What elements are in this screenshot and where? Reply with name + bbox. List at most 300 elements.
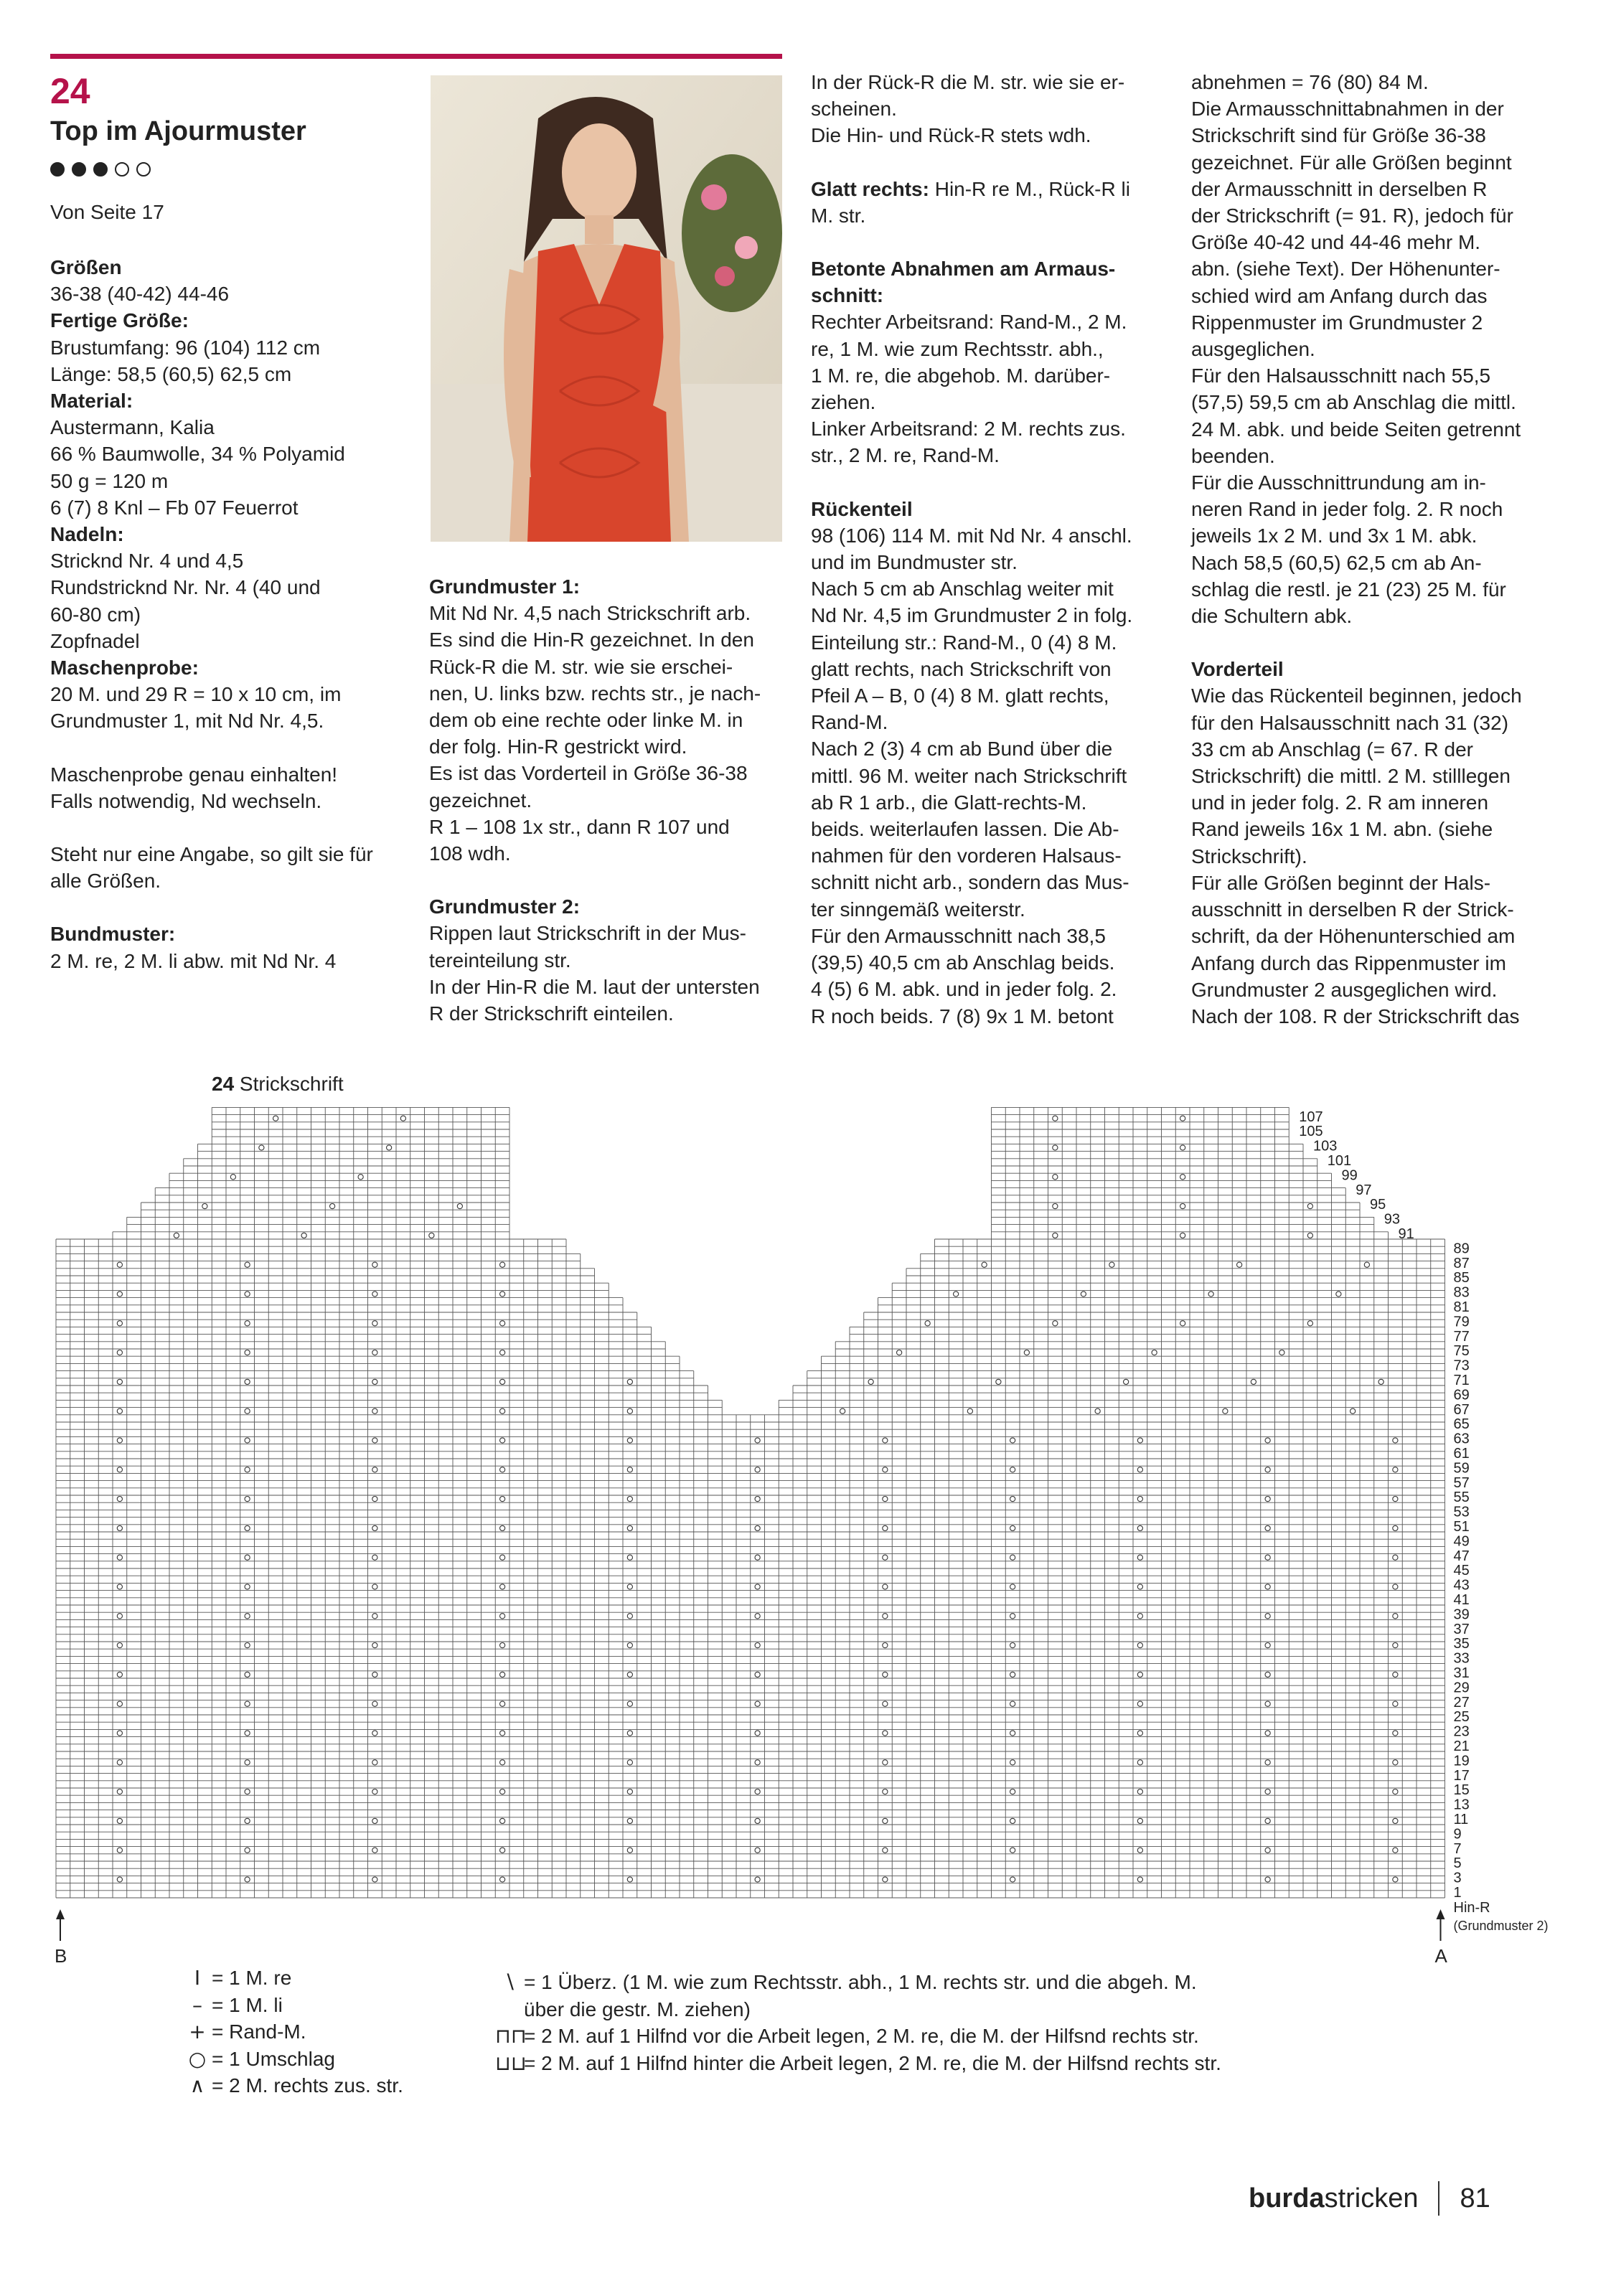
chart-row-label: 35 (1453, 1636, 1470, 1652)
chart-mark-yo (1393, 1701, 1398, 1706)
chart-mark-yo (500, 1672, 505, 1677)
text-line (50, 601, 409, 628)
chart-mark-yo (372, 1789, 377, 1794)
chart-mark-yo (755, 1438, 760, 1443)
chart-mark-yo (1180, 1321, 1185, 1326)
text-line (50, 867, 409, 894)
chart-mark-yo (627, 1672, 632, 1677)
chart-mark-yo (500, 1643, 505, 1648)
chart-mark-yo (967, 1408, 972, 1413)
text-line (811, 336, 1170, 362)
chart-mark-yo (627, 1701, 632, 1706)
chart-row-label: 101 (1327, 1152, 1352, 1169)
chart-row-label: 27 (1453, 1694, 1470, 1711)
chart-mark-yo (1393, 1789, 1398, 1794)
chart-row-label: 83 (1453, 1284, 1470, 1301)
text-run: Nach 2 (3) 4 cm ab Bund über die (811, 738, 1113, 761)
text-line (1191, 656, 1579, 682)
chart-mark-yo (245, 1525, 250, 1530)
text-line (1191, 1003, 1579, 1030)
text-run: Es sind die Hin-R gezeichnet. In den (429, 629, 754, 651)
text-line (1191, 149, 1579, 176)
text-line (1191, 416, 1579, 443)
chart-mark-yo (755, 1555, 760, 1560)
chart-mark-yo (868, 1379, 873, 1384)
text-run: (57,5) 59,5 cm ab Anschlag die mittl. (1191, 391, 1516, 414)
legend-symbol: + (189, 2020, 206, 2043)
chart-mark-yo (755, 1760, 760, 1765)
text-line (50, 574, 409, 601)
text-line (1191, 336, 1579, 362)
text-line (811, 816, 1170, 842)
chart-mark-yo (301, 1233, 306, 1238)
legend-symbol: – (192, 1992, 202, 2017)
chart-mark-yo (883, 1877, 888, 1882)
text-line (1191, 603, 1579, 629)
chart-row-label: 77 (1453, 1328, 1470, 1345)
chart-mark-yo (117, 1818, 122, 1823)
chart-mark-yo (117, 1643, 122, 1648)
chart-mark-yo (1393, 1760, 1398, 1765)
text-line (429, 787, 788, 814)
chart-grid (56, 1107, 1445, 1898)
chart-mark-yo (117, 1760, 122, 1765)
chart-mark-yo (755, 1701, 760, 1706)
chart-row-label: 93 (1384, 1211, 1400, 1228)
text-line (1191, 896, 1579, 923)
text-run: 4 (5) 6 M. abk. und in jeder folg. 2. (811, 978, 1117, 1001)
text-run: Rippen laut Strickschrift in der Mus- (429, 922, 746, 945)
chart-row-label: 33 (1453, 1650, 1470, 1667)
chart-mark-yo (755, 1614, 760, 1619)
text-line (50, 254, 409, 281)
chart-row-label: 1 (1453, 1884, 1462, 1901)
text-run: Strickschrift). (1191, 844, 1307, 867)
chart-mark-yo (1393, 1818, 1398, 1823)
chart-mark-yo (627, 1614, 632, 1619)
text-run: 66 % Baumwolle, 34 % Polyamid (50, 443, 345, 466)
chart-mark-yo (245, 1848, 250, 1853)
text-line (50, 334, 409, 361)
chart-row-label: 29 (1453, 1680, 1470, 1696)
text-run: Rechter Arbeitsrand: Rand-M., 2 M. (811, 311, 1127, 334)
legend-text: = 1 M. re (212, 1967, 292, 1989)
text-line (811, 176, 1170, 202)
text-run: ausgeglichen. (1191, 338, 1315, 361)
text-heading: Grundmuster 1: (429, 575, 581, 598)
chart-row-label: 87 (1453, 1255, 1470, 1271)
text-line (811, 229, 1170, 255)
text-heading: Fertige Größe: (50, 309, 189, 332)
chart-row-label: 47 (1453, 1548, 1470, 1564)
legend-symbol: ∖ (503, 1970, 516, 1994)
text-line (1191, 736, 1579, 763)
text-line (429, 760, 788, 786)
chart-mark-yo (372, 1701, 377, 1706)
text-run: 6 (7) 8 Knl – Fb 07 Feuerrot (50, 496, 299, 519)
text-run: der Strickschrift (= 91. R), jedoch für (1191, 204, 1513, 227)
text-line (811, 149, 1170, 176)
text-run: 2 M. re, 2 M. li abw. mit Nd Nr. 4 (50, 949, 337, 972)
chart-mark-yo (1393, 1848, 1398, 1853)
text-line (811, 469, 1170, 496)
chart-mark-yo (840, 1408, 845, 1413)
text-line (429, 974, 788, 1000)
text-run: Für den Halsausschnitt nach 55,5 (1191, 364, 1491, 387)
chart-mark-yo (372, 1760, 377, 1765)
text-line (429, 814, 788, 840)
text-run: Rück-R die M. str. wie sie erschei- (429, 655, 733, 678)
text-line (50, 361, 409, 387)
chart-mark-yo (1010, 1672, 1015, 1677)
chart-mark-yo (1265, 1760, 1270, 1765)
chart-mark-yo (372, 1350, 377, 1355)
chart-mark-yo (1393, 1672, 1398, 1677)
chart-mark-yo (245, 1350, 250, 1355)
chart-mark-yo (358, 1175, 363, 1180)
chart-mark-yo (1180, 1175, 1185, 1180)
text-run: Anfang durch das Rippenmuster im (1191, 951, 1506, 974)
text-line (50, 788, 409, 814)
chart-row-label: 99 (1341, 1167, 1358, 1184)
chart-mark-yo (1137, 1848, 1142, 1853)
text-line (1191, 789, 1579, 816)
chart-mark-yo (1124, 1379, 1129, 1384)
chart-mark-yo (500, 1789, 505, 1794)
chart-mark-yo (1010, 1497, 1015, 1502)
chart-row-label: 85 (1453, 1270, 1470, 1286)
chart-mark-yo (755, 1672, 760, 1677)
chart-mark-yo (500, 1438, 505, 1443)
chart-mark-yo (500, 1584, 505, 1589)
chart-mark-yo (1393, 1584, 1398, 1589)
text-run: alle Größen. (50, 870, 161, 893)
chart-mark-yo (1393, 1467, 1398, 1472)
chart-row-label: 45 (1453, 1563, 1470, 1579)
text-run: Länge: 58,5 (60,5) 62,5 cm (50, 362, 292, 385)
text-run: R der Strickschrift einteilen. (429, 1002, 674, 1025)
text-line (811, 682, 1170, 709)
chart-row-label: 69 (1453, 1387, 1470, 1403)
text-line (429, 733, 788, 760)
chart-mark-yo (1180, 1233, 1185, 1238)
legend-text: = 2 M. auf 1 Hilfnd vor die Arbeit legen, 2 M. re, die M. der Hilfsnd rechts str. (524, 2025, 1199, 2047)
text-run: ab R 1 arb., die Glatt-rechts-M. (811, 791, 1087, 814)
text-run: Rippenmuster im Grundmuster 2 (1191, 311, 1483, 334)
chart-mark-yo (1010, 1760, 1015, 1765)
text-run: 33 cm ab Anschlag (= 67. R der (1191, 738, 1473, 761)
chart-mark-yo (1393, 1438, 1398, 1443)
chart-mark-yo (883, 1438, 888, 1443)
text-run: abn. (siehe Text). Der Höhenunter- (1191, 258, 1500, 281)
chart-mark-yo (372, 1467, 377, 1472)
legend-row (495, 1969, 1221, 1996)
text-line (1191, 95, 1579, 122)
text-run: tereinteilung str. (429, 949, 571, 971)
text-run: für den Halsausschnitt nach 31 (32) (1191, 711, 1509, 734)
chart-mark-yo (1265, 1877, 1270, 1882)
chart-mark-yo (117, 1789, 122, 1794)
text-line (811, 1003, 1170, 1030)
text-line (429, 680, 788, 707)
arrow-a-label: A (1434, 1945, 1447, 1967)
text-line (1191, 550, 1579, 576)
chart-mark-yo (245, 1672, 250, 1677)
text-line (811, 95, 1170, 122)
difficulty-dot-empty (115, 162, 129, 177)
text-line (811, 309, 1170, 335)
chart-mark-yo (117, 1350, 122, 1355)
text-line (1191, 362, 1579, 389)
chart-mark-yo (1053, 1204, 1058, 1209)
chart-mark-yo (1251, 1379, 1256, 1384)
text-line (50, 894, 409, 921)
difficulty-dot-filled (72, 162, 86, 177)
chart-mark-yo (1307, 1204, 1312, 1209)
chart-mark-yo (1010, 1467, 1015, 1472)
text-run: R noch beids. 7 (8) 9x 1 M. betont (811, 1004, 1114, 1027)
footer (1249, 2181, 1490, 2216)
text-line (50, 521, 409, 547)
chart-mark-yo (883, 1701, 888, 1706)
difficulty-rating (50, 162, 151, 177)
text-run: In der Rück-R die M. str. wie sie er- (811, 71, 1125, 93)
chart-mark-yo (1265, 1525, 1270, 1530)
chart-mark-yo (117, 1584, 122, 1589)
chart-mark-yo (1137, 1467, 1142, 1472)
text-line (811, 202, 1170, 229)
chart-row-label: 61 (1453, 1445, 1470, 1462)
text-line (1191, 389, 1579, 415)
text-run: Brustumfang: 96 (104) 112 cm (50, 336, 321, 359)
text-line (1191, 763, 1579, 789)
text-heading: schnitt: (811, 284, 884, 307)
text-run: die Schultern abk. (1191, 605, 1353, 628)
chart-mark-yo (954, 1292, 959, 1297)
chart-mark-yo (245, 1555, 250, 1560)
chart-mark-yo (174, 1233, 179, 1238)
chart-mark-yo (372, 1672, 377, 1677)
text-run: schlag die restl. je 21 (23) 25 M. für (1191, 578, 1506, 601)
text-line (1191, 283, 1579, 309)
text-line (811, 656, 1170, 682)
legend-text: über die gestr. M. ziehen) (524, 1998, 751, 2020)
text-line (429, 654, 788, 680)
chart-mark-yo (1336, 1292, 1341, 1297)
chart-mark-yo (1010, 1555, 1015, 1560)
chart-mark-yo (755, 1497, 760, 1502)
legend-symbol: ○ (188, 2046, 207, 2071)
chart-row-label: 79 (1453, 1314, 1470, 1330)
text-line (429, 867, 788, 893)
text-run: Steht nur eine Angabe, so gilt sie für (50, 843, 373, 866)
text-run: Zopfnadel (50, 629, 140, 652)
chart-mark-yo (500, 1350, 505, 1355)
chart-mark-yo (627, 1525, 632, 1530)
text-line (50, 814, 409, 841)
chart-mark-yo (755, 1877, 760, 1882)
text-line (811, 949, 1170, 976)
chart-mark-yo (245, 1438, 250, 1443)
chart-mark-yo (1180, 1145, 1185, 1150)
chart-mark-yo (1265, 1731, 1270, 1736)
chart-mark-yo (372, 1379, 377, 1384)
chart-row-label: 49 (1453, 1533, 1470, 1550)
text-heading: Betonte Abnahmen am Armaus- (811, 258, 1116, 281)
text-run: Die Hin- und Rück-R stets wdh. (811, 124, 1091, 147)
text-run: schied wird am Anfang durch das (1191, 284, 1488, 307)
chart-mark-yo (117, 1525, 122, 1530)
chart-mark-yo (1053, 1116, 1058, 1121)
text-run: und im Bundmuster str. (811, 551, 1018, 574)
text-run: 20 M. und 29 R = 10 x 10 cm, im (50, 683, 342, 706)
chart-row-label: 57 (1453, 1474, 1470, 1491)
chart-mark-yo (1024, 1350, 1029, 1355)
chart-mark-yo (1265, 1438, 1270, 1443)
chart-mark-yo (627, 1379, 632, 1384)
chart-mark-yo (117, 1262, 122, 1267)
text-run: glatt rechts, nach Strickschrift von (811, 657, 1112, 680)
chart-title (212, 1073, 344, 1096)
text-line (811, 389, 1170, 415)
text-run: (39,5) 40,5 cm ab Anschlag beids. (811, 951, 1115, 974)
text-line (811, 976, 1170, 1002)
text-line (1191, 576, 1579, 603)
text-heading: Maschenprobe: (50, 657, 199, 679)
text-line (50, 707, 409, 734)
legend-text: = 2 M. auf 1 Hilfnd hinter die Arbeit legen, 2 M. re, die M. der Hilfsnd rechts str. (524, 2051, 1221, 2074)
chart-mark-yo (1393, 1731, 1398, 1736)
chart-mark-yo (500, 1701, 505, 1706)
column-1 (50, 254, 409, 974)
chart-mark-yo (1010, 1614, 1015, 1619)
text-run: ter sinngemäß weiterstr. (811, 898, 1025, 921)
text-line (1191, 469, 1579, 496)
chart-mark-yo (500, 1818, 505, 1823)
chart-row-label: 9 (1453, 1826, 1462, 1843)
brand-bold: burda (1249, 2183, 1325, 2213)
text-line (50, 681, 409, 707)
legend-row (183, 1992, 403, 2019)
footer-brand (1249, 2183, 1418, 2214)
chart-grid-lines (56, 1107, 1445, 1898)
chart-row-label: 21 (1453, 1738, 1470, 1754)
text-line (50, 761, 409, 788)
chart-mark-yo (1137, 1789, 1142, 1794)
chart-mark-yo (1137, 1643, 1142, 1648)
text-run: Nach 5 cm ab Anschlag weiter mit (811, 578, 1114, 601)
text-line (50, 547, 409, 574)
chart-row-label: 103 (1313, 1138, 1338, 1154)
text-line (1191, 496, 1579, 522)
chart-row-label: 75 (1453, 1343, 1470, 1360)
chart-mark-yo (1180, 1116, 1185, 1121)
chart-mark-yo (1393, 1643, 1398, 1648)
text-run: Pfeil A – B, 0 (4) 8 M. glatt rechts, (811, 684, 1109, 707)
chart-row-label: 89 (1453, 1241, 1470, 1257)
chart-mark-yo (1095, 1408, 1100, 1413)
text-heading: Glatt rechts: (811, 177, 929, 200)
chart-row-label: 5 (1453, 1855, 1462, 1872)
brand-rest: stricken (1324, 2183, 1419, 2213)
chart-mark-yo (1137, 1731, 1142, 1736)
text-run: Nach der 108. R der Strickschrift das (1191, 1004, 1520, 1027)
text-run: Hin-R re M., Rück-R li (929, 177, 1130, 200)
chart-mark-yo (273, 1116, 278, 1121)
text-line (429, 1000, 788, 1027)
chart-mark-yo (627, 1497, 632, 1502)
chart-row-label: 31 (1453, 1665, 1470, 1681)
text-run: Nach 58,5 (60,5) 62,5 cm ab An- (1191, 551, 1482, 574)
text-line (1191, 682, 1579, 709)
chart-mark-yo (500, 1497, 505, 1502)
text-line (429, 893, 788, 920)
chart-mark-yo (1350, 1408, 1356, 1413)
chart-mark-yo (982, 1262, 987, 1267)
chart-mark-yo (500, 1321, 505, 1326)
text-run: In der Hin-R die M. laut der untersten (429, 975, 760, 998)
text-line (811, 69, 1170, 95)
chart-title-number: 24 (212, 1073, 235, 1095)
chart-mark-yo (500, 1525, 505, 1530)
chart-mark-yo (117, 1321, 122, 1326)
from-page-note: Von Seite 17 (50, 201, 164, 223)
text-run: Austermann, Kalia (50, 416, 215, 439)
chart-mark-yo (372, 1584, 377, 1589)
chart-row-label: 59 (1453, 1460, 1470, 1477)
text-run: ausschnitt in derselben R der Strick- (1191, 898, 1514, 921)
chart-mark-yo (1010, 1877, 1015, 1882)
chart-mark-yo (500, 1614, 505, 1619)
chart-mark-yo (897, 1350, 902, 1355)
chart-mark-yo (245, 1614, 250, 1619)
knitting-chart (43, 1101, 1550, 1967)
chart-mark-yo (372, 1877, 377, 1882)
chart-mark-yo (372, 1321, 377, 1326)
text-run: Mit Nd Nr. 4,5 nach Strickschrift arb. (429, 602, 751, 625)
chart-mark-yo (1279, 1350, 1284, 1355)
text-line (1191, 122, 1579, 149)
column-3 (811, 69, 1170, 1030)
text-run: gezeichnet. Für alle Größen beginnt (1191, 151, 1512, 174)
footer-separator (1438, 2181, 1439, 2216)
legend-row (495, 1996, 1221, 2023)
chart-mark-yo (245, 1321, 250, 1326)
text-line (1191, 229, 1579, 255)
text-run: 24 M. abk. und beide Seiten getrennt (1191, 418, 1521, 441)
chart-mark-yo (245, 1379, 250, 1384)
model-photo (431, 75, 782, 542)
chart-mark-yo (372, 1497, 377, 1502)
chart-row-label: 15 (1453, 1782, 1470, 1799)
text-line (811, 896, 1170, 923)
chart-mark-yo (372, 1408, 377, 1413)
chart-mark-yo (925, 1321, 930, 1326)
chart-mark-yo (627, 1408, 632, 1413)
chart-row-label: 55 (1453, 1490, 1470, 1506)
chart-mark-yo (1265, 1848, 1270, 1853)
chart-mark-yo (1137, 1760, 1142, 1765)
text-run: der Armausschnitt in derselben R (1191, 177, 1488, 200)
chart-mark-yo (500, 1262, 505, 1267)
chart-mark-yo (1265, 1818, 1270, 1823)
chart-mark-yo (457, 1204, 462, 1209)
chart-mark-yo (500, 1731, 505, 1736)
chart-mark-yo (1265, 1672, 1270, 1677)
chart-mark-yo (883, 1818, 888, 1823)
chart-row-label: 39 (1453, 1606, 1470, 1623)
chart-mark-yo (1393, 1614, 1398, 1619)
